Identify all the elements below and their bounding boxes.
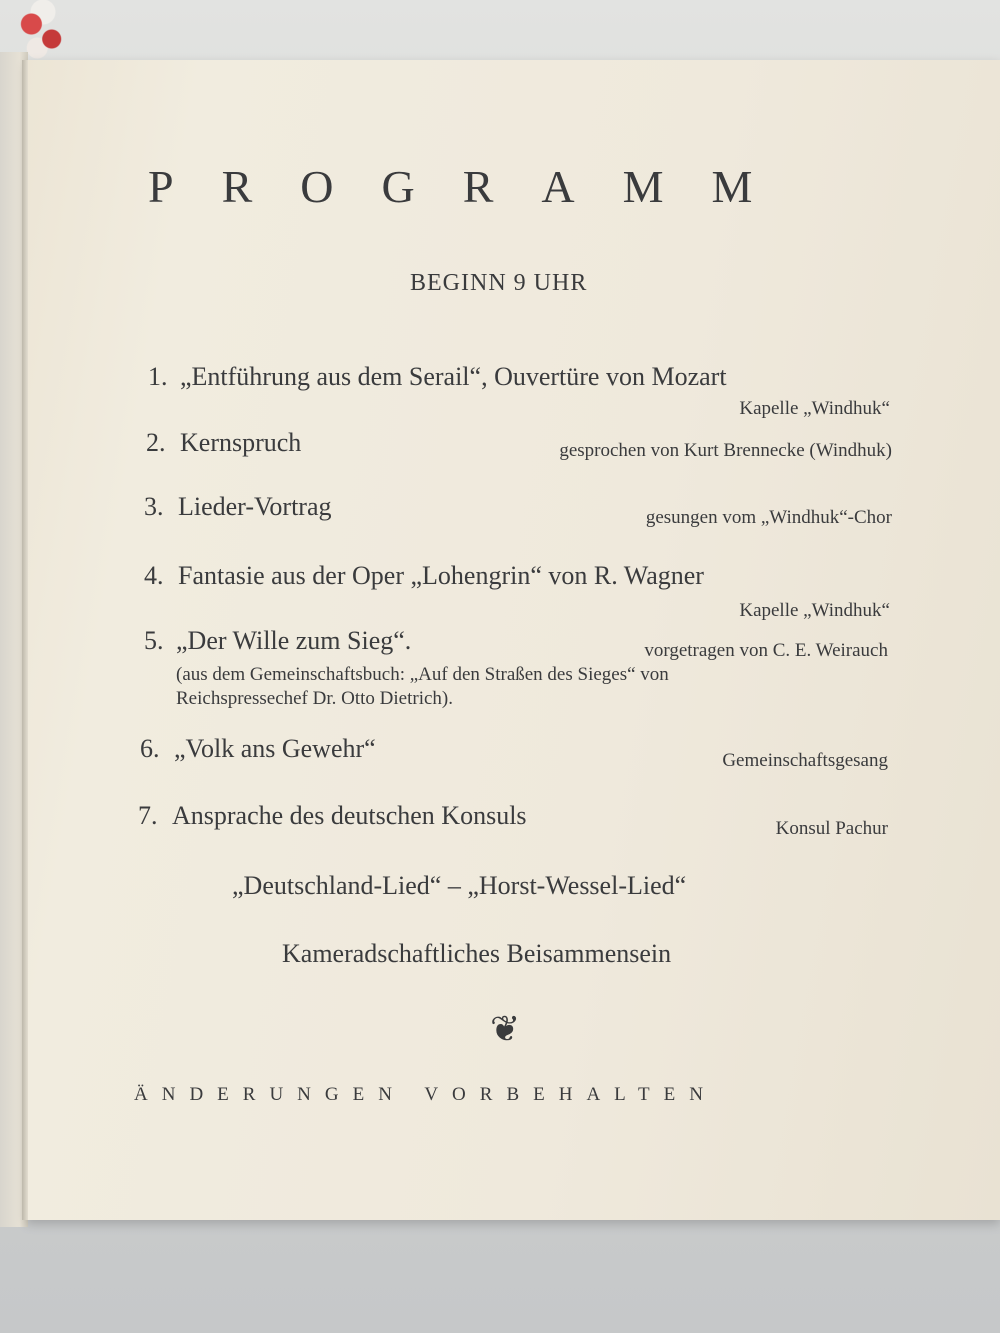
item-6-number: 6. xyxy=(140,734,160,763)
item-3-number: 3. xyxy=(144,492,164,521)
item-3-credit: gesungen vom „Windhuk“-Chor xyxy=(645,507,892,528)
item-2-number: 2. xyxy=(146,428,166,457)
item-7-number: 7. xyxy=(138,801,158,830)
closing-line: Kameradschaftliches Beisammensein xyxy=(282,939,672,968)
item-4-number: 4. xyxy=(144,561,164,590)
item-6-credit: Gemeinschaftsgesang xyxy=(722,750,888,771)
item-5-credit: vorgetragen von C. E. Weirauch xyxy=(644,640,888,661)
item-2-credit: gesprochen von Kurt Brennecke (Windhuk) xyxy=(559,440,892,461)
item-1-number: 1. xyxy=(148,362,168,391)
ornament-icon: ❦ xyxy=(490,1009,521,1049)
item-5-number: 5. xyxy=(144,626,164,655)
start-time: BEGINN 9 UHR xyxy=(410,270,588,296)
item-6-title: „Volk ans Gewehr“ xyxy=(174,734,376,763)
anthems-line: „Deutschland-Lied“ – „Horst-Wessel-Lied“ xyxy=(232,871,687,900)
item-1-credit: Kapelle „Windhuk“ xyxy=(739,398,890,419)
item-2-title: Kernspruch xyxy=(180,428,302,457)
item-3-title: Lieder-Vortrag xyxy=(178,492,332,521)
footer-note: ÄNDERUNGEN VORBEHALTEN xyxy=(134,1084,717,1105)
item-5-note-line-2: Reichspressechef Dr. Otto Dietrich). xyxy=(176,688,453,709)
item-5-note-line-1: (aus dem Gemeinschaftsbuch: „Auf den Straßen des Sieges“ von xyxy=(176,664,669,685)
binding-cord xyxy=(14,0,72,60)
item-7-title: Ansprache des deutschen Konsuls xyxy=(172,801,527,830)
item-4-title: Fantasie aus der Oper „Lohengrin“ von R. Wagner xyxy=(178,561,704,590)
item-5-title: „Der Wille zum Sieg“. xyxy=(176,626,412,655)
page-title: PROGRAMM xyxy=(148,161,801,212)
item-1-title: „Entführung aus dem Serail“, Ouvertüre von Mozart xyxy=(180,362,727,391)
item-4-credit: Kapelle „Windhuk“ xyxy=(739,600,890,621)
page-fold xyxy=(22,60,28,1220)
item-7-credit: Konsul Pachur xyxy=(775,818,888,839)
